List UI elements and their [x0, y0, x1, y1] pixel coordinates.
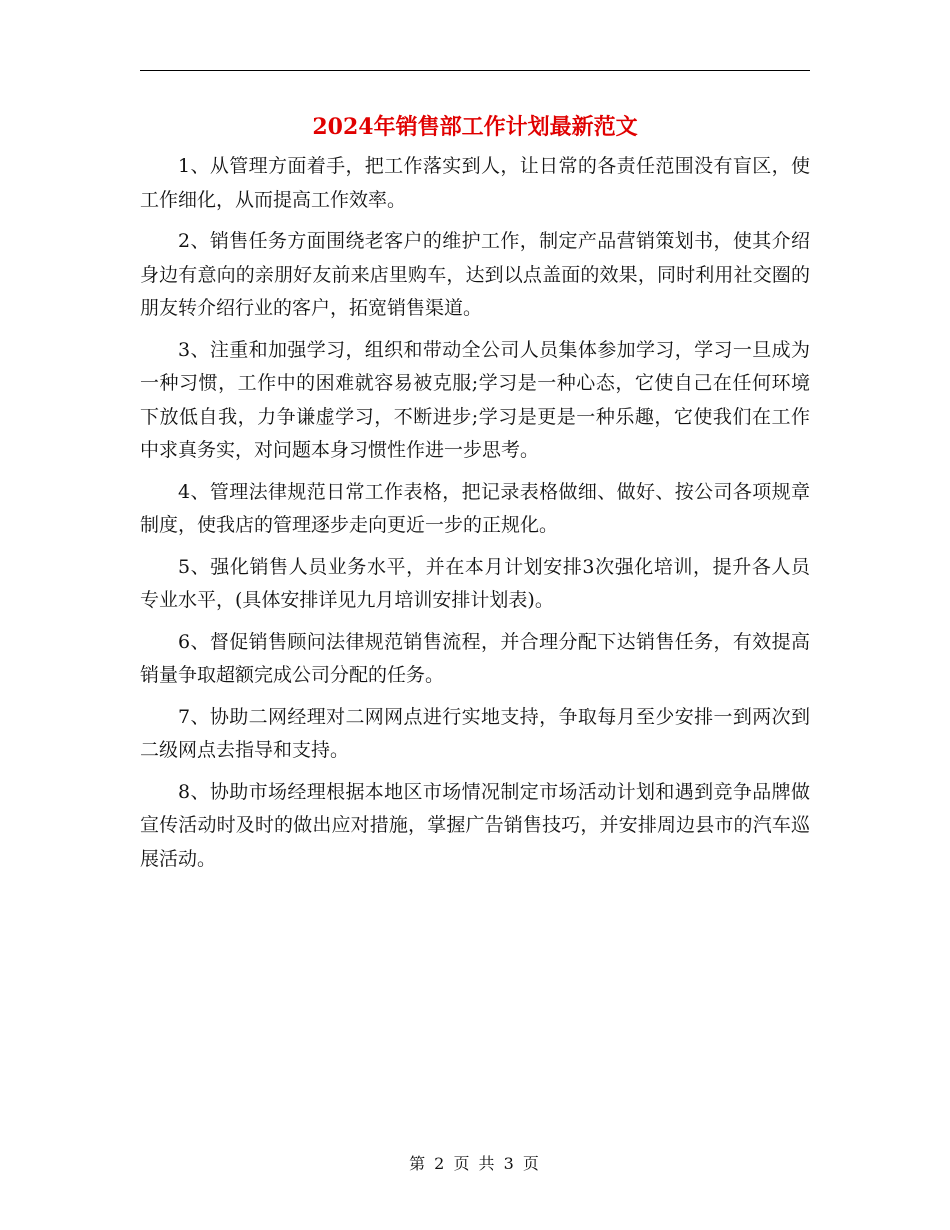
paragraph-6: 6、督促销售顾问法律规范销售流程，并合理分配下达销售任务，有效提高销量争取超额完成公司分配的任务。: [140, 630, 810, 686]
paragraph-4: 4、管理法律规范日常工作表格，把记录表格做细、做好、按公司各项规章制度，使我店的管理逐步走向更近一步的正规化。: [140, 480, 810, 536]
header-rule: [140, 70, 810, 71]
document-body: [140, 150, 810, 884]
paragraph-5: 5、强化销售人员业务水平，并在本月计划安排3次强化培训，提升各人员专业水平，(具体安排详见九月培训安排计划表)。: [140, 555, 810, 611]
paragraph-1: 1、从管理方面着手，把工作落实到人，让日常的各责任范围没有盲区，使工作细化，从而提高工作效率。: [140, 155, 810, 211]
page-number: 第 2 页 共 3 页: [409, 1154, 541, 1173]
document-title: 2024年销售部工作计划最新范文: [312, 114, 638, 140]
paragraph-3: 3、注重和加强学习，组织和带动全公司人员集体参加学习，学习一旦成为一种习惯，工作中的困难就容易被克服;学习是一种心态，它使自己在任何环境下放低自我，力争谦虚学习，不断进步;学习是更是一种乐趣，它使我们在工作中求真务实，对问题本身习惯性作进一步思考。: [140, 338, 810, 461]
paragraph-8: 8、协助市场经理根据本地区市场情况制定市场活动计划和遇到竞争品牌做宣传活动时及时的做出应对措施，掌握广告销售技巧，并安排周边县市的汽车巡展活动。: [140, 780, 810, 870]
paragraph-7: 7、协助二网经理对二网网点进行实地支持，争取每月至少安排一到两次到二级网点去指导和支持。: [140, 705, 810, 761]
paragraph-2: 2、销售任务方面围绕老客户的维护工作，制定产品营销策划书，使其介绍身边有意向的亲朋好友前来店里购车，达到以点盖面的效果，同时利用社交圈的朋友转介绍行业的客户，拓宽销售渠道。: [140, 230, 810, 319]
